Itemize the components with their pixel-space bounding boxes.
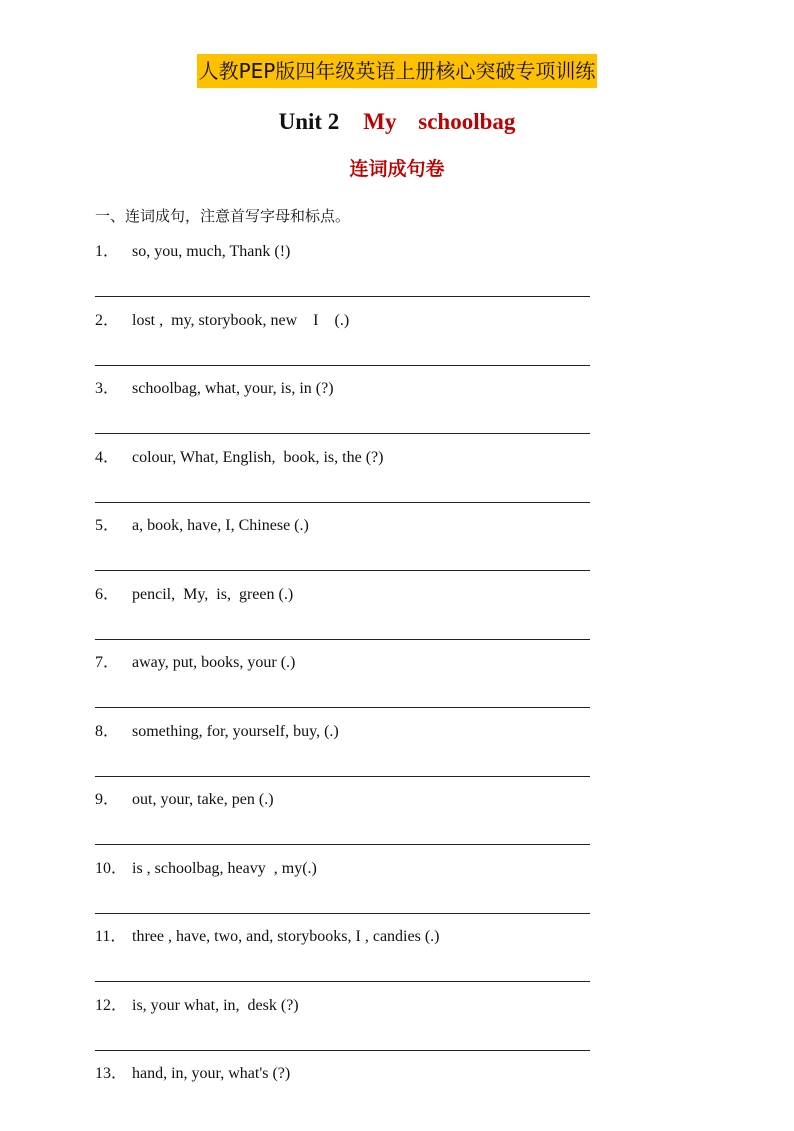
- answer-line[interactable]: [95, 981, 590, 982]
- question-item: [0, 720, 794, 789]
- answer-line[interactable]: [95, 296, 590, 297]
- question-text: [95, 583, 293, 607]
- worksheet-subtitle: 连词成句卷: [349, 158, 445, 180]
- unit-label: Unit 2: [278, 109, 340, 134]
- question-text: [95, 720, 339, 744]
- question-text: [95, 925, 439, 949]
- question-number: 2．: [95, 311, 120, 329]
- question-number: 3．: [95, 380, 120, 397]
- section-instruction: 一、连词成句，注意首写字母和标点。: [95, 207, 351, 225]
- question-list: [0, 240, 794, 1131]
- worksheet-banner: [0, 54, 794, 88]
- question-words: out, your, take, pen (.): [132, 791, 274, 808]
- question-text: [95, 377, 334, 401]
- question-item: [0, 446, 794, 515]
- question-words: is , schoolbag, heavy , my(.): [132, 859, 317, 877]
- question-item: [0, 583, 794, 652]
- question-text: [95, 788, 274, 812]
- question-text: [95, 446, 383, 470]
- question-text: [95, 857, 317, 881]
- question-words: away, put, books, your (.): [132, 654, 296, 671]
- question-words: a, book, have, I, Chinese (.): [132, 517, 309, 534]
- question-words: hand, in, your, what's (?): [132, 1065, 291, 1082]
- answer-line[interactable]: [95, 502, 590, 503]
- question-number: 1．: [95, 243, 120, 260]
- question-number: 4．: [95, 448, 120, 466]
- question-number: 5．: [95, 517, 120, 534]
- answer-line[interactable]: [95, 1050, 590, 1051]
- unit-heading: [0, 106, 794, 138]
- question-words: schoolbag, what, your, is, in (?): [132, 380, 334, 397]
- question-words: three , have, two, and, storybooks, I , candies (.): [132, 928, 440, 945]
- question-text: [95, 309, 349, 333]
- question-words: colour, What, English, book, is, the (?): [132, 448, 384, 466]
- question-number: 13．: [95, 1065, 128, 1082]
- question-words: is, your what, in, desk (?): [132, 996, 299, 1014]
- question-number: 9．: [95, 791, 120, 808]
- question-number: 12．: [95, 996, 128, 1014]
- question-number: 11．: [95, 928, 127, 945]
- answer-line[interactable]: [95, 639, 590, 640]
- question-text: [95, 651, 295, 675]
- question-text: [95, 1062, 290, 1086]
- question-number: 8．: [95, 722, 120, 740]
- question-text: [95, 514, 309, 538]
- answer-line[interactable]: [95, 776, 590, 777]
- question-item: [0, 788, 794, 857]
- question-text: [95, 994, 299, 1018]
- question-words: lost , my, storybook, new I (.): [132, 311, 350, 329]
- answer-line[interactable]: [95, 365, 590, 366]
- question-item: [0, 925, 794, 994]
- question-item: [0, 857, 794, 926]
- question-words: something, for, yourself, buy, (.): [132, 722, 339, 740]
- question-item: [0, 994, 794, 1063]
- answer-line[interactable]: [95, 707, 590, 708]
- question-item: [0, 514, 794, 583]
- answer-line[interactable]: [95, 844, 590, 845]
- question-item: [0, 309, 794, 378]
- question-item: [0, 240, 794, 309]
- question-item: [0, 651, 794, 720]
- question-words: pencil, My, is, green (.): [132, 585, 294, 603]
- question-words: so, you, much, Thank (!): [132, 243, 291, 260]
- answer-line[interactable]: [95, 570, 590, 571]
- answer-line[interactable]: [95, 913, 590, 914]
- question-item: [0, 377, 794, 446]
- question-item: [0, 1062, 794, 1131]
- banner-title: 人教PEP版四年级英语上册核心突破专项训练: [197, 54, 598, 88]
- question-number: 10．: [95, 859, 128, 877]
- question-number: 7．: [95, 654, 120, 671]
- unit-topic: My schoolbag: [363, 109, 516, 134]
- answer-line[interactable]: [95, 433, 590, 434]
- question-text: [95, 240, 290, 264]
- question-number: 6．: [95, 585, 120, 603]
